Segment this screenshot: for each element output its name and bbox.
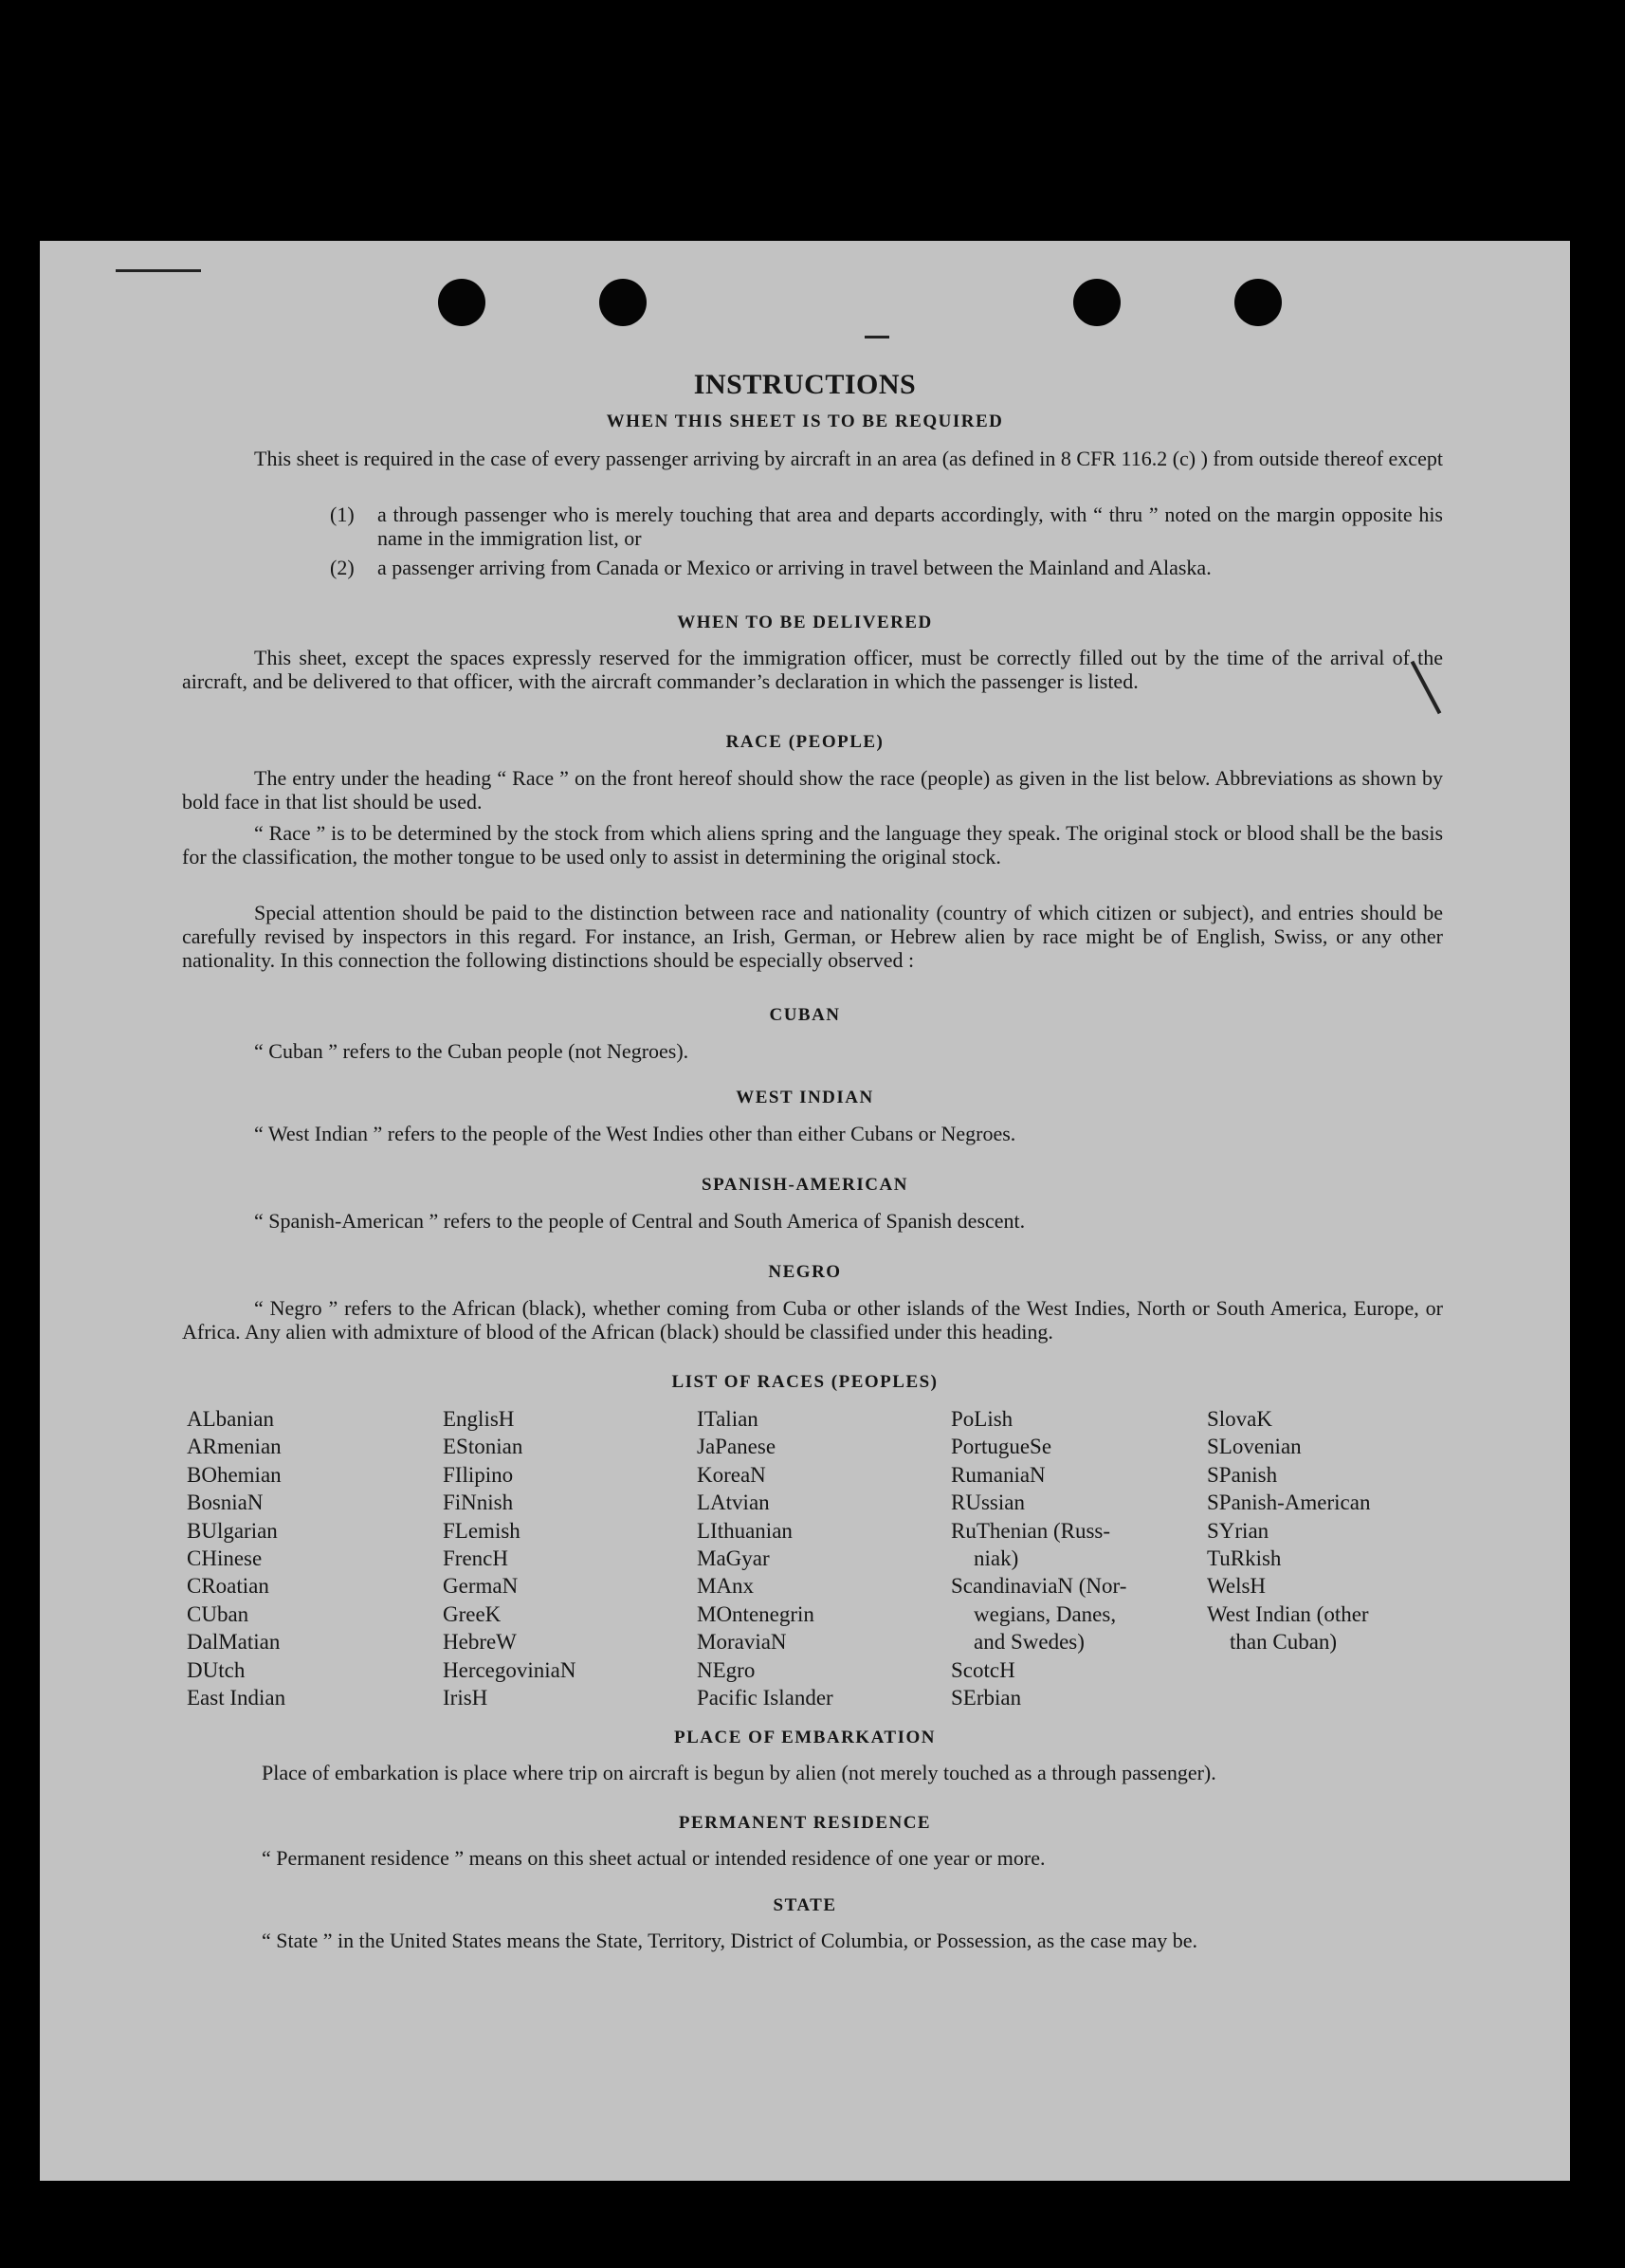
paragraph-when-delivered: This sheet, except the spaces expressly reserved for the immigration officer, must be correctly filled out by the time of the arrival of the aircraft, and be delivered to that officer, with the aircraft commander’s declaration in which the passenger is listed. <box>182 646 1443 693</box>
race-entry: FIlipino <box>443 1462 514 1487</box>
page-title: INSTRUCTIONS <box>693 369 917 400</box>
race-entry: RumaniaN <box>951 1462 1046 1487</box>
scan-mark <box>116 269 201 272</box>
heading-race: RACE (PEOPLE) <box>725 732 885 752</box>
race-entry: wegians, Danes, <box>974 1601 1117 1626</box>
heading-cuban: CUBAN <box>769 1005 841 1025</box>
race-entry: SPanish-American <box>1207 1491 1371 1515</box>
race-entry: LAtvian <box>697 1491 770 1515</box>
paragraph-west-indian: “ West Indian ” refers to the people of the West Indies other than either Cubans or Negroes. <box>254 1122 1016 1145</box>
race-entry: Pacific Islander <box>697 1686 833 1710</box>
race-entry: RuThenian (Russ- <box>951 1518 1111 1543</box>
race-entry: West Indian (other <box>1207 1601 1369 1626</box>
race-entry: ScandinaviaN (Nor- <box>951 1574 1127 1599</box>
race-entry: LIthuanian <box>697 1518 793 1543</box>
race-entry: ARmenian <box>187 1435 282 1459</box>
race-entry: SlovaK <box>1207 1407 1272 1431</box>
race-entry: DUtch <box>187 1657 246 1682</box>
list-item <box>330 503 1443 550</box>
heading-state: STATE <box>773 1895 837 1915</box>
races-column <box>1207 1405 1370 1656</box>
paragraph-embarkation: Place of embarkation is place where trip on aircraft is begun by alien (not merely touched as a through passenger). <box>262 1761 1216 1784</box>
heading-list-of-races: LIST OF RACES (PEOPLES) <box>671 1372 939 1392</box>
heading-negro: NEGRO <box>768 1262 842 1282</box>
item-text: a through passenger who is merely touching that area and departs accordingly, with “ thru ” noted on the margin opposite his name in the immigration list, or <box>377 503 1443 550</box>
paragraph-negro: “ Negro ” refers to the African (black), whether coming from Cuba or other islands of the West Indies, North or South America, Europe, or Africa. Any alien with admixture of blood of the African (black) should be classified under this heading. <box>182 1296 1443 1344</box>
race-entry: WelsH <box>1207 1574 1267 1599</box>
race-entry: KoreaN <box>697 1462 766 1487</box>
paragraph-race-2: “ Race ” is to be determined by the stock from which aliens spring and the language they speak. The original stock or blood shall be the basis for the classification, the mother tongue to be used only to assist in determining the original stock. <box>182 821 1443 869</box>
race-entry: HercegoviniaN <box>443 1657 576 1682</box>
race-entry: GreeK <box>443 1601 502 1626</box>
race-entry: than Cuban) <box>1230 1630 1338 1655</box>
paragraph-when-required: This sheet is required in the case of every passenger arriving by aircraft in an area (as defined in 8 CFR 116.2 (c) ) from outside thereof except <box>254 447 1443 470</box>
race-entry: East Indian <box>187 1686 286 1710</box>
race-entry: FrencH <box>443 1546 508 1571</box>
punch-hole <box>599 279 647 326</box>
item-number: (2) <box>330 556 355 579</box>
list-item <box>330 556 1443 603</box>
paragraph-permanent-residence: “ Permanent residence ” means on this sheet actual or intended residence of one year or more. <box>262 1846 1046 1870</box>
item-number: (1) <box>330 503 355 526</box>
races-column <box>697 1405 833 1711</box>
paragraph-race-3: Special attention should be paid to the distinction between race and nationality (country of which citizen or subject), and entries should be carefully revised by inspectors in this regard. For instance, an Irish, German, or Hebrew alien by race might be of English, Swiss, or any other nationality. In this connection the following distinctions should be especially observed : <box>182 901 1443 972</box>
race-entry: FiNnish <box>443 1491 514 1515</box>
race-entry: MaGyar <box>697 1546 770 1571</box>
race-entry: CRoatian <box>187 1574 269 1599</box>
race-entry: CHinese <box>187 1546 263 1571</box>
paragraph-cuban: “ Cuban ” refers to the Cuban people (not Negroes). <box>254 1039 689 1063</box>
punch-hole <box>1234 279 1282 326</box>
heading-west-indian: WEST INDIAN <box>736 1088 874 1107</box>
race-entry: BOhemian <box>187 1462 282 1487</box>
race-entry: BUlgarian <box>187 1518 278 1543</box>
race-entry: MAnx <box>697 1574 755 1599</box>
race-entry: HebreW <box>443 1630 517 1655</box>
race-entry: FLemish <box>443 1518 520 1543</box>
race-entry: PoLish <box>951 1407 1013 1431</box>
race-entry: PortugueSe <box>951 1435 1052 1459</box>
paragraph-state: “ State ” in the United States means the State, Territory, District of Columbia, or Possession, as the case may be. <box>262 1929 1198 1952</box>
races-column <box>187 1405 285 1711</box>
race-entry: ITalian <box>697 1407 758 1431</box>
race-entry: CUban <box>187 1601 249 1626</box>
heading-when-delivered: WHEN TO BE DELIVERED <box>677 613 933 632</box>
document-sheet <box>40 241 1570 2181</box>
race-entry: GermaN <box>443 1574 519 1599</box>
scan-mark <box>865 336 889 338</box>
paragraph-race-1: The entry under the heading “ Race ” on the front hereof should show the race (people) as given in the list below. Abbreviations as shown by bold face in that list should be used. <box>182 766 1443 814</box>
race-entry: DalMatian <box>187 1630 281 1655</box>
heading-embarkation: PLACE OF EMBARKATION <box>674 1728 936 1747</box>
paragraph-spanish-american: “ Spanish-American ” refers to the people of Central and South America of Spanish descent. <box>254 1209 1026 1233</box>
race-entry: SLovenian <box>1207 1435 1302 1459</box>
race-entry: BosniaN <box>187 1491 264 1515</box>
race-entry: MOntenegrin <box>697 1601 814 1626</box>
heading-spanish-american: SPANISH-AMERICAN <box>702 1175 908 1195</box>
race-entry: and Swedes) <box>974 1630 1085 1655</box>
races-column <box>951 1405 1126 1711</box>
race-entry: NEgro <box>697 1657 756 1682</box>
race-entry: ALbanian <box>187 1407 274 1431</box>
heading-when-required: WHEN THIS SHEET IS TO BE REQUIRED <box>606 412 1004 431</box>
punch-hole <box>438 279 485 326</box>
race-entry: EnglisH <box>443 1407 515 1431</box>
item-text: a passenger arriving from Canada or Mexico or arriving in travel between the Mainland and Alaska. <box>377 556 1212 579</box>
race-entry: niak) <box>974 1546 1019 1571</box>
race-entry: EStonian <box>443 1435 523 1459</box>
race-entry: MoraviaN <box>697 1630 787 1655</box>
race-entry: SErbian <box>951 1686 1022 1710</box>
race-entry: ScotcH <box>951 1657 1015 1682</box>
race-entry: TuRkish <box>1207 1546 1282 1571</box>
race-entry: JaPanese <box>697 1435 776 1459</box>
heading-permanent-residence: PERMANENT RESIDENCE <box>678 1813 932 1833</box>
race-entry: SPanish <box>1207 1462 1278 1487</box>
races-column <box>443 1405 576 1711</box>
race-entry: SYrian <box>1207 1518 1269 1543</box>
race-entry: RUssian <box>951 1491 1025 1515</box>
punch-hole <box>1073 279 1121 326</box>
race-entry: IrisH <box>443 1686 488 1710</box>
